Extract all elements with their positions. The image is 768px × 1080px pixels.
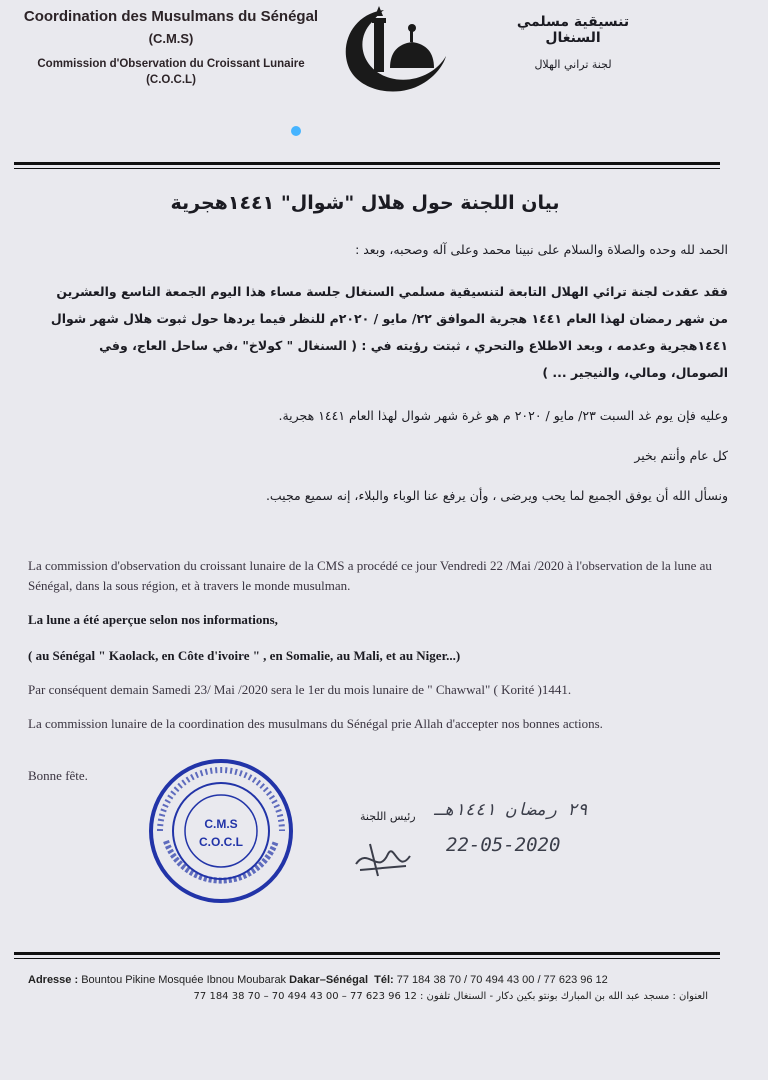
arabic-paragraph-4: ونسأل الله أن يوفق الجميع لما يحب ويرضى ، وأن يرفع عنا الوباء والبلاء، إنه سميع مجيب. xyxy=(265,488,728,503)
org-name-arabic: تنسيقية مسلمي السنغال xyxy=(516,14,630,46)
footer-address-arabic: العنوان : مسجد عبد الله بن المبارك بونتو بكين دكار - السنغال تلفون : 12 96 623 77 – 00 43 494 70 – 70 38 184 77 xyxy=(193,991,708,1002)
french-closing: Bonne fête. xyxy=(28,768,88,783)
french-paragraph-3 xyxy=(28,646,728,666)
gregorian-date: 22-05-2020 xyxy=(446,834,561,856)
hijri-date: ٢٩ رمضان ١٤٤١هـ xyxy=(434,800,588,820)
phone-numbers: 77 184 38 70 / 70 494 43 00 / 77 623 96 12 xyxy=(396,974,608,986)
address-text: Bountou Pikine Mosquée Ibnou Moubarak xyxy=(81,974,287,986)
arabic-greeting: الحمد لله وحده والصلاة والسلام على نبينا محمد وعلى آله وصحبه، وبعد : xyxy=(355,242,728,257)
header-divider xyxy=(14,162,720,165)
arabic-paragraph-1: فقد عقدت لجنة ترائي الهلال التابعة لتنسيقية مسلمي السنغال جلسة مساء هذا اليوم الجمعة التاسع والعشرين من شهر رمضان لهذا العام ١٤٤١ هجرية الموافق ٢٢/ مايو / ٢٠٢٠م للنظر فيما يردها حول ثبوت هلال شهر شوال ١٤٤١هجرية وعدمه ، وبعد الاطلاع والتحري ، ثبتت رؤيته في : ( السنغال " كولاخ" ،في ساحل العاج، وفي الصومال، ومالي، والنيجير ... ) xyxy=(50,284,728,380)
signature-icon xyxy=(348,836,418,882)
header-divider-thin xyxy=(14,168,720,169)
stamp-text-1: C.M.S xyxy=(204,817,238,831)
address-city: Dakar–Sénégal xyxy=(289,974,369,986)
org-acronym: (C.M.S) xyxy=(148,31,194,46)
french-paragraph-4: Par conséquent demain Samedi 23/ Mai /2020 sera le 1er du mois lunaire de " Chawwal" ( Korité )1441. xyxy=(28,682,572,697)
tel-label: Tél: xyxy=(374,974,394,986)
french-announcement: La lune a été aperçue selon nos informations, xyxy=(28,612,278,627)
header-arabic xyxy=(488,14,658,71)
commission-name: Commission d'Observation du Croissant Lunaire xyxy=(37,58,305,70)
crescent-mosque-logo-icon xyxy=(332,4,450,96)
footer-divider xyxy=(14,952,720,955)
stamp-text-2: C.O.C.L xyxy=(199,835,243,849)
commission-acronym: (C.O.C.L) xyxy=(146,74,196,86)
org-name: Coordination des Musulmans du Sénégal xyxy=(23,8,319,25)
footer-divider-thin xyxy=(14,958,720,959)
footer-address-french xyxy=(28,974,608,986)
president-label: رئيس اللجنة xyxy=(360,810,416,823)
french-paragraph-1: La commission d'observation du croissant lunaire de la CMS a procédé ce jour Vendredi 22 /Mai /2020 à l'observation de la lune au Sénégal, dans la sous région, et à travers le monde musulman. xyxy=(28,558,712,593)
french-countries: ( au Sénégal " Kaolack, en Côte d'ivoire " , en Somalie, au Mali, et au Niger...) xyxy=(28,648,461,663)
french-paragraph-5: La commission lunaire de la coordination des musulmans du Sénégal prie Allah d'accepter nos bonnes actions. xyxy=(28,716,603,731)
french-paragraph-2 xyxy=(28,610,718,630)
header-french xyxy=(6,8,336,86)
marker-dot xyxy=(291,126,301,136)
official-stamp xyxy=(146,756,296,906)
arabic-paragraph-2: وعليه فإن يوم غد السبت ٢٣/ مايو / ٢٠٢٠ م هو غرة شهر شوال لهذا العام ١٤٤١ هجرية. xyxy=(278,408,728,423)
address-label: Adresse : xyxy=(28,974,79,986)
arabic-paragraph-3: كل عام وأنتم بخير xyxy=(634,448,728,463)
commission-name-arabic: لجنة تراني الهلال xyxy=(534,58,612,71)
arabic-title: بيان اللجنة حول هلال "شوال" ١٤٤١هجرية xyxy=(170,192,560,214)
